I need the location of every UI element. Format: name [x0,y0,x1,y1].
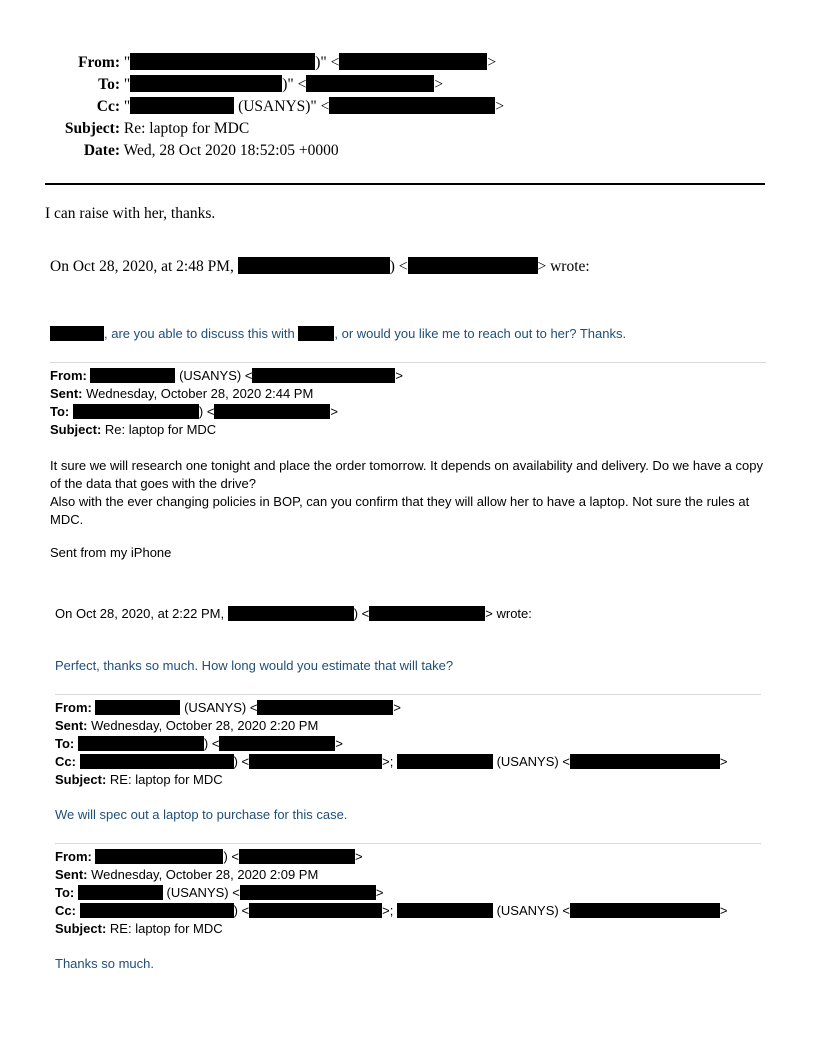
redaction [95,700,180,715]
redaction [240,885,376,900]
header-date-row [0,140,339,162]
redaction [130,75,282,92]
redaction [78,885,163,900]
msg2-to-row: To: ) < > [50,404,339,419]
redaction [80,903,234,918]
redaction [238,257,390,274]
reply-text: I can raise with her, thanks. [45,205,216,222]
msg3-from-row: From: (USANYS) < > [55,700,402,715]
msg3-sent-row: Sent: Wednesday, October 28, 2020 2:20 PM [55,718,319,733]
from-label: From: [78,54,120,71]
msg4-message: Thanks so much. [55,956,154,971]
msg4-subject-row: Subject: RE: laptop for MDC [55,921,223,936]
redaction [95,849,223,864]
redaction [252,368,395,383]
redaction [228,606,354,621]
redaction [130,97,234,114]
redaction [249,754,382,769]
redaction [257,700,393,715]
redaction [50,326,104,341]
msg3-header [55,699,728,789]
quote1-message: , are you able to discuss this with , or would you like me to reach out to her? Thanks. [50,326,626,341]
redaction [339,53,487,70]
redaction [329,97,495,114]
msg2-body [50,457,766,529]
redaction [78,736,204,751]
msg4-to-row: To: (USANYS) < > [55,885,384,900]
quote-attribution-2: On Oct 28, 2020, at 2:22 PM, ) < > wrote: [55,606,532,621]
separator [55,694,761,695]
redaction [214,404,330,419]
msg4-header [55,848,728,938]
redaction [369,606,485,621]
subject-value: Re: laptop for MDC [123,120,250,137]
redaction [239,849,355,864]
msg4-sent-row: Sent: Wednesday, October 28, 2020 2:09 PM [55,867,319,882]
redaction [570,754,720,769]
redaction [219,736,335,751]
redaction [408,257,538,274]
msg4-cc-row: Cc: ) < >; (USANYS) < > [55,903,728,918]
redaction [130,53,315,70]
msg4-from-row: From: ) < > [55,849,363,864]
msg3-message: We will spec out a laptop to purchase for this case. [55,807,348,822]
msg2-sent-row: Sent: Wednesday, October 28, 2020 2:44 PM [50,386,314,401]
redaction [298,326,334,341]
subject-label: Subject: [64,120,120,137]
msg2-paragraph: Also with the ever changing policies in BOP, can you confirm that they will allow her to have a laptop. Not sure the rules at MDC. [50,494,750,527]
header-to-row: To: " )" < > [0,74,443,96]
redaction [397,754,493,769]
header-cc-row: Cc: " (USANYS)" < > [0,96,504,118]
redaction [306,75,434,92]
redaction [397,903,493,918]
separator [50,362,766,363]
redaction [90,368,175,383]
date-value: Wed, 28 Oct 2020 18:52:05 +0000 [123,142,339,159]
to-label: To: [98,76,120,93]
header-subject-row [0,118,249,140]
quote-attribution-1: On Oct 28, 2020, at 2:48 PM, ) < > wrote: [50,258,590,275]
msg3-to-row: To: ) < > [55,736,344,751]
header-from-row: From: " )" < > [0,52,496,74]
redaction [73,404,199,419]
msg2-header [50,367,403,439]
cc-label: Cc: [96,98,120,115]
msg2-signature: Sent from my iPhone [50,545,172,560]
separator [55,843,761,844]
date-label: Date: [83,142,120,159]
redaction [570,903,720,918]
msg2-paragraph: It sure we will research one tonight and place the order tomorrow. It depends on availability and delivery. Do we have a copy of the data that goes with the drive? [50,458,763,491]
redaction [249,903,382,918]
msg2-from-row: From: (USANYS) < > [50,368,404,383]
header-divider [45,183,765,185]
quote2-message: Perfect, thanks so much. How long would you estimate that will take? [55,658,454,673]
redaction [80,754,234,769]
msg2-subject-row: Subject: Re: laptop for MDC [50,422,217,437]
msg3-cc-row: Cc: ) < >; (USANYS) < > [55,754,728,769]
msg3-subject-row: Subject: RE: laptop for MDC [55,772,223,787]
